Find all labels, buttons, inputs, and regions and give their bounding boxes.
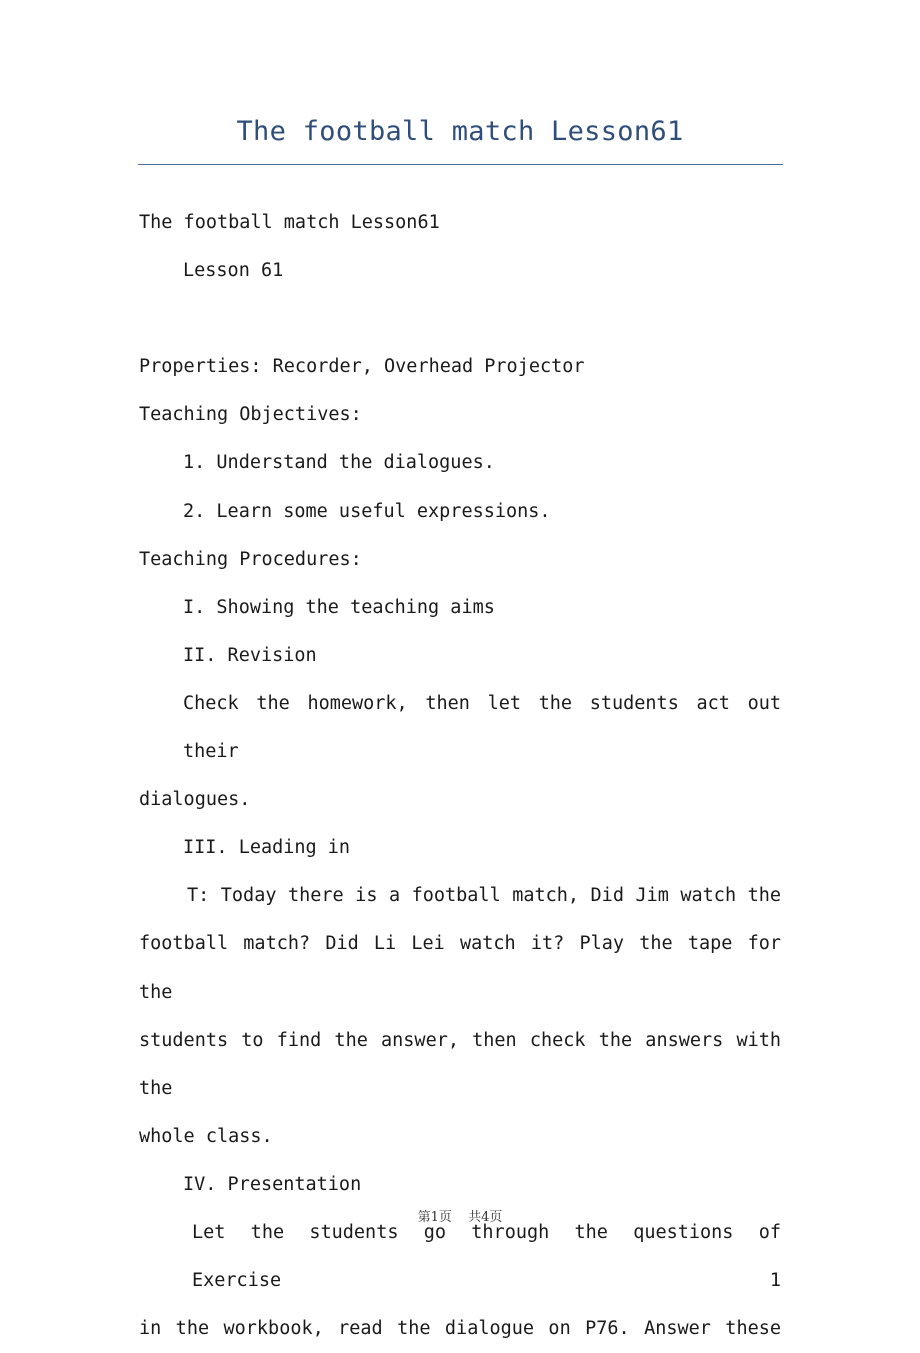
text-line: in the workbook, read the dialogue on P76. Answer these — [139, 1318, 781, 1340]
blank-line — [139, 295, 781, 343]
text-line: Check the homework, then let the students act out their — [183, 692, 781, 763]
objective-item: 2. Learn some useful expressions. — [183, 500, 551, 522]
paragraph-objectives-heading: Teaching Objectives: — [139, 404, 362, 426]
paragraph-properties: Properties: Recorder, Overhead Projector — [139, 356, 585, 378]
procedure-step: II. Revision — [183, 644, 317, 666]
document-title: The football match Lesson61 — [236, 116, 684, 147]
paragraph-procedures-heading: Teaching Procedures: — [139, 548, 362, 570]
page-total: 共4页 — [468, 1210, 503, 1225]
text-line: dialogues. — [139, 789, 251, 811]
paragraph-lesson: Lesson 61 — [183, 260, 284, 282]
text-line: Let the students go through the questions of Exercise 1 — [192, 1221, 781, 1292]
procedure-step: I. Showing the teaching aims — [183, 596, 495, 618]
text-line: T: Today there is a football match, Did Jim watch the — [187, 885, 781, 907]
text-line: football match? Did Li Lei watch it? Play the tape for the — [139, 933, 781, 1003]
page-footer — [0, 1206, 920, 1225]
text-line: whole class. — [139, 1125, 273, 1147]
document-body — [139, 199, 781, 1353]
procedure-step: IV. Presentation — [183, 1173, 362, 1195]
objective-item: 1. Understand the dialogues. — [183, 452, 495, 474]
text-line: students to find the answer, then check the answers with the — [139, 1029, 781, 1099]
title-underline — [138, 164, 783, 165]
procedure-step: III. Leading in — [183, 837, 351, 859]
paragraph-heading: The football match Lesson61 — [139, 212, 440, 233]
page-number: 第1页 — [417, 1210, 452, 1225]
